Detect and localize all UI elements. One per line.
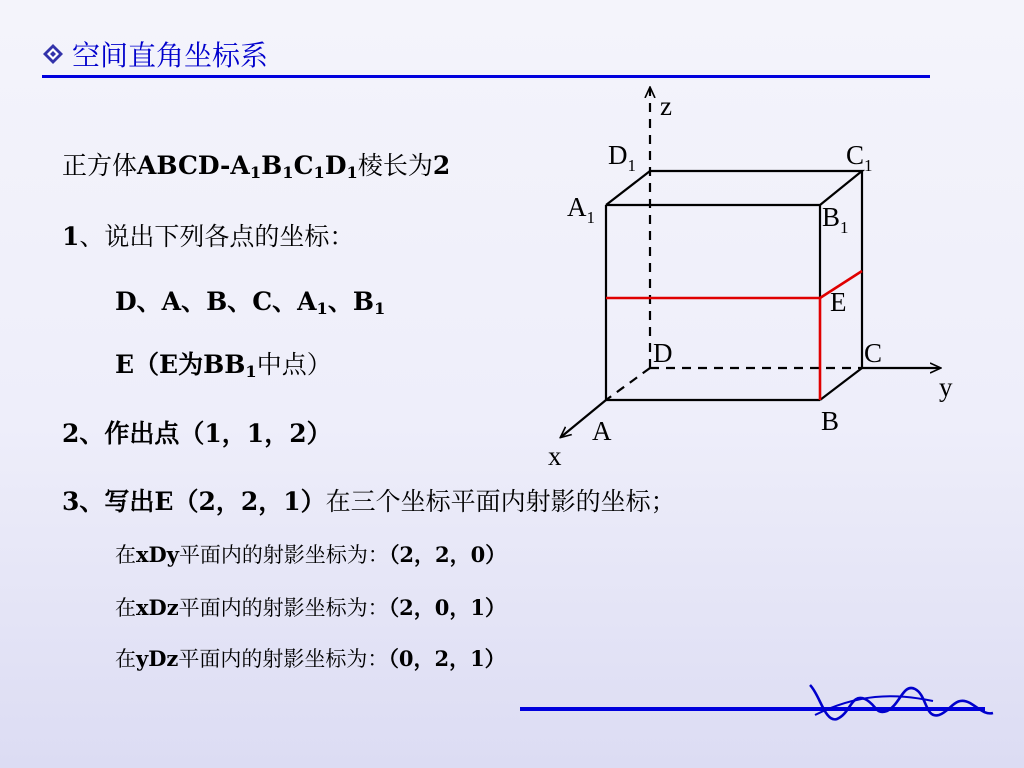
axis-label-z: z [660, 91, 672, 121]
x-axis-inner [606, 368, 650, 400]
points-list-b: 、B [327, 287, 374, 316]
point-label-b1 [822, 202, 849, 237]
question-number: 2 [62, 419, 80, 448]
cube-label: ABCD-A [137, 151, 250, 180]
question-number: 1 [62, 222, 80, 251]
cube-label-c: C [293, 151, 314, 180]
edge-bc [820, 368, 862, 400]
projection-pre: 在 [115, 543, 136, 567]
wave-decoration-icon [515, 675, 995, 735]
text-prefix: 正方体 [62, 151, 138, 180]
subscript: 1 [249, 163, 262, 183]
subscript: 1 [245, 362, 257, 382]
points-list-a: D、A、B、C、A [115, 287, 317, 316]
question-number: 3 [62, 487, 80, 516]
plane-name: yDz [136, 646, 179, 671]
text-suffix: 棱长为 [357, 151, 433, 180]
page-title: 空间直角坐标系 [72, 39, 269, 72]
point-e-text: E（E为BB [115, 350, 246, 379]
point-letter: C [846, 140, 865, 170]
projection-label: 平面内的射影坐标为： [178, 596, 389, 620]
edge-length: 2 [432, 151, 451, 180]
projection-coord: （0，2，1） [388, 646, 506, 671]
subscript: 1 [840, 218, 849, 237]
subscript: 1 [282, 163, 294, 183]
point-letter: D [608, 140, 628, 170]
point-label-d1 [608, 140, 636, 175]
cube-label-d: D [324, 151, 347, 180]
plane-name: xDy [136, 542, 179, 567]
projection-pre: 在 [115, 596, 136, 620]
projection-label: 平面内的射影坐标为： [178, 647, 389, 671]
subscript: 1 [864, 156, 873, 175]
question-text-b: 在三个坐标平面内射影的坐标； [325, 487, 676, 516]
axis-label-x: x [548, 441, 562, 471]
point-label-d: D [653, 338, 673, 368]
projection-coord: （2，0，1） [388, 595, 506, 620]
question-text: 、作出点（1，1，2） [79, 419, 332, 448]
subscript: 1 [373, 299, 386, 319]
point-letter: B [822, 202, 841, 232]
point-label-c: C [864, 338, 883, 368]
point-label-a1 [567, 192, 595, 227]
question-text-a: 、写出E（2，2，1） [79, 487, 326, 516]
projection-pre: 在 [115, 647, 136, 671]
subscript: 1 [313, 163, 325, 183]
plane-name: xDz [136, 595, 179, 620]
point-label-a: A [592, 416, 612, 446]
subscript: 1 [586, 208, 595, 227]
axis-label-y: y [939, 372, 953, 402]
subscript: 1 [316, 299, 328, 319]
cube-label-b: B [261, 151, 283, 180]
point-label-e: E [830, 287, 847, 317]
point-e-close: 中点） [256, 350, 332, 379]
point-letter: A [567, 192, 587, 222]
projection-coord: （2，2，0） [388, 542, 507, 567]
point-label-b: B [821, 406, 840, 436]
subscript: 1 [627, 156, 636, 175]
projection-label: 平面内的射影坐标为： [178, 543, 389, 567]
point-label-c1 [846, 140, 873, 175]
subscript: 1 [346, 163, 358, 183]
top-face [606, 171, 862, 205]
question-text: 、说出下列各点的坐标： [79, 222, 355, 251]
